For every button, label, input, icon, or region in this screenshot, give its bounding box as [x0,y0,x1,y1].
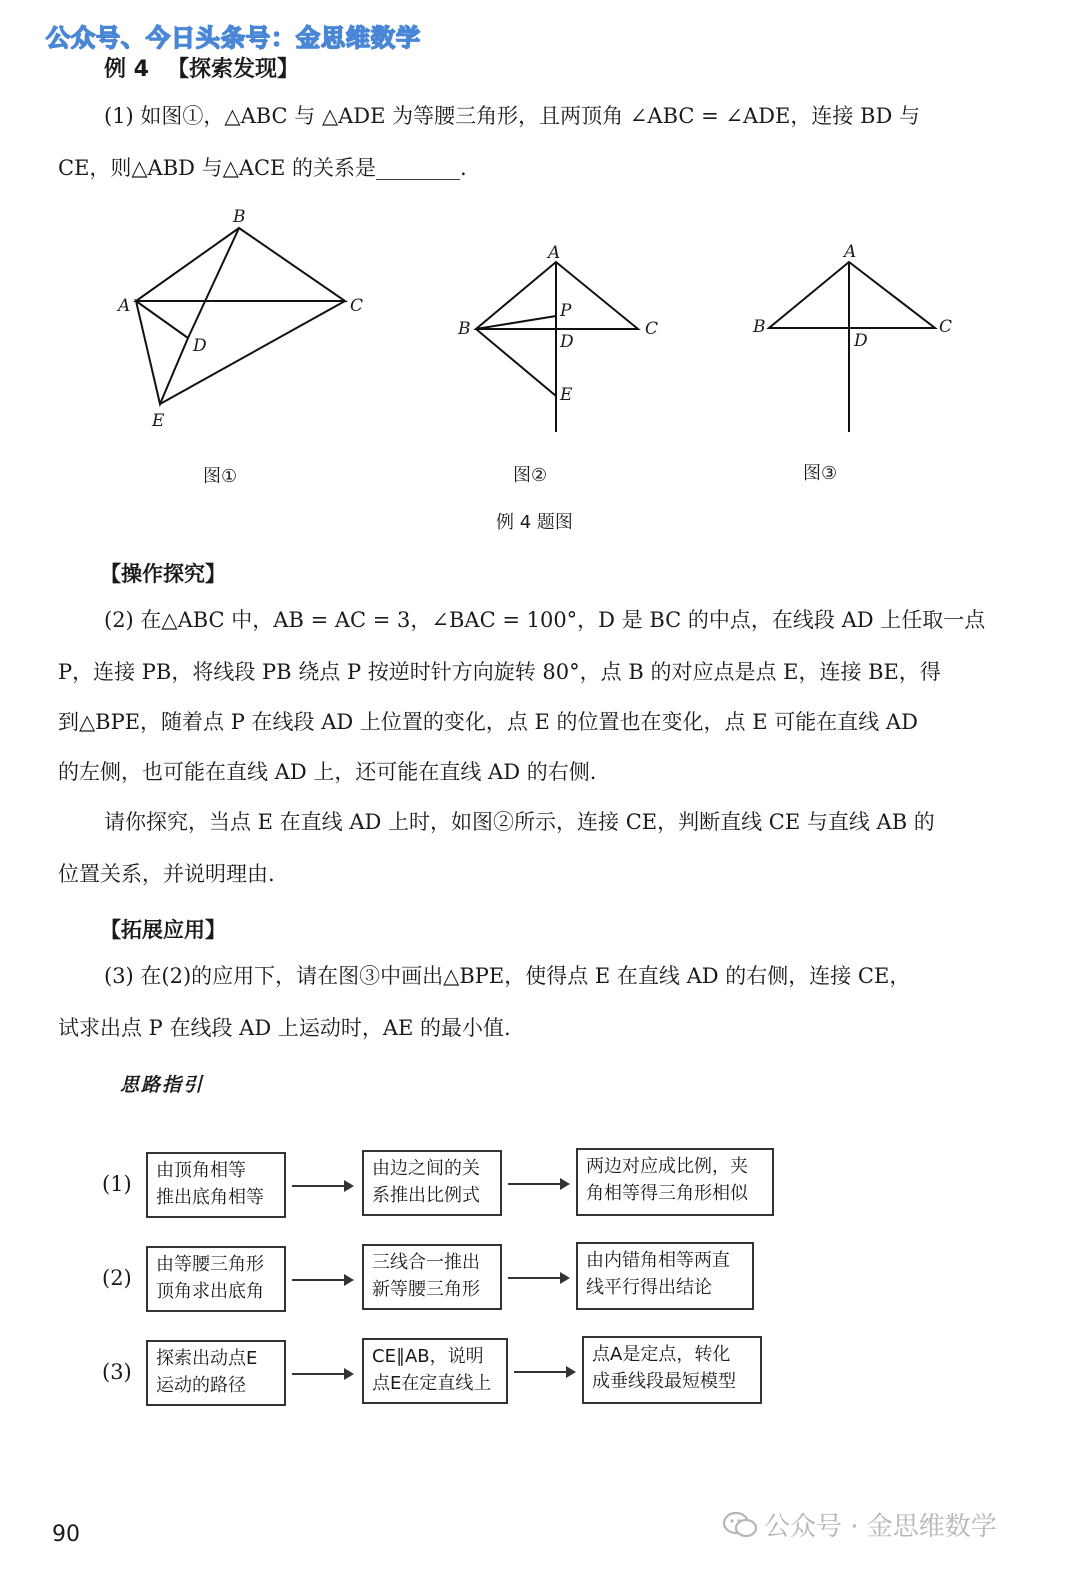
hint-row-3-box-3 [582,1336,762,1404]
fig2-label-p: P [560,301,572,321]
example-number: 例 4 [104,57,149,82]
fig3-label-b: B [753,317,766,337]
fig3-label-d: D [854,331,868,351]
fig2-segment-be [476,329,556,396]
hint-row-1-label: (1) [102,1172,132,1196]
fig2-label-e: E [560,385,573,405]
box-text: 顶角求出底角 [156,1281,264,1302]
arrow-right-icon [508,1183,568,1185]
figure-1 [100,200,400,440]
box-text: 由边之间的关 [372,1158,480,1179]
hint-row-1-box-2 [362,1150,502,1216]
fig1-label-e: E [152,411,165,431]
part1-line1: (1) 如图①，△ABC 与 △ADE 为等腰三角形，且两顶角 ∠ABC = ∠ADE，连接 BD 与 [104,104,920,128]
fig2-label-b: B [458,319,471,339]
fig1-label-b: B [233,207,246,227]
fig1-label-c: C [350,296,364,316]
fig2-label-d: D [560,332,574,352]
footer-watermark-text: 公众号 · 金思维数学 [764,1512,997,1542]
part3-line1: (3) 在(2)的应用下，请在图③中画出△BPE，使得点 E 在直线 AD 的右侧，连接 CE， [104,964,911,988]
hint-row-2-box-1 [146,1246,286,1312]
fig3-label-a: A [844,242,857,262]
fig1-label-d: D [193,336,207,356]
box-text: 由内错角相等两直 [586,1250,730,1271]
box-text: 线平行得出结论 [586,1277,712,1298]
fig1-triangle-ade [136,301,188,404]
box-text: 探索出动点E [156,1348,258,1369]
footer-watermark [722,1506,997,1543]
section-heading-explore: 【探索发现】 [166,57,299,82]
hint-row-3-label: (3) [102,1360,132,1384]
box-text: 由顶角相等 [156,1160,246,1181]
fig1-label-a: A [118,296,131,316]
wechat-icon [722,1511,758,1539]
box-text: 系推出比例式 [372,1185,480,1206]
section-heading-extend: 【拓展应用】 [100,918,226,942]
hints-title: 思路指引 [120,1074,205,1096]
arrow-right-icon [508,1277,568,1279]
box-text: 新等腰三角形 [372,1279,480,1300]
part2-line1: (2) 在△ABC 中，AB = AC = 3，∠BAC = 100°，D 是 BC 的中点，在线段 AD 上任取一点 [104,608,986,632]
fig1-triangle-abc [136,228,345,301]
fig2-label-a: A [548,243,561,263]
fig3-caption: 图③ [803,463,838,484]
header-watermark: 公众号、今日头条号：金思维数学 [46,24,421,52]
part2-line6: 位置关系，并说明理由. [58,862,275,886]
hint-row-1-box-1 [146,1152,286,1218]
hint-row-2-box-2 [362,1244,502,1310]
fig2-caption: 图② [513,465,548,486]
part2-line3: 到△BPE，随着点 P 在线段 AD 上位置的变化，点 E 的位置也在变化，点 E 可能在直线 AD [58,710,918,734]
box-text: 推出底角相等 [156,1187,264,1208]
hint-row-3-box-2 [362,1338,508,1404]
box-text: 角相等得三角形相似 [586,1183,748,1204]
fig1-caption: 图① [203,466,238,487]
hint-row-2-label: (2) [102,1266,132,1290]
hint-row-2-box-3 [576,1242,754,1310]
box-text: 点A是定点，转化 [592,1344,731,1365]
section-heading-operate: 【操作探究】 [100,562,226,586]
part1-line2: CE，则△ABD 与△ACE 的关系是________. [58,156,467,180]
arrow-right-icon [292,1185,352,1187]
box-text: 两边对应成比例，夹 [586,1156,748,1177]
part2-line4: 的左侧，也可能在直线 AD 上，还可能在直线 AD 的右侧. [58,760,597,784]
box-text: 三线合一推出 [372,1252,480,1273]
box-text: 运动的路径 [156,1375,246,1396]
figures-group-caption: 例 4 题图 [496,512,573,533]
box-text: 由等腰三角形 [156,1254,264,1275]
hint-row-1-box-3 [576,1148,774,1216]
part2-line5: 请你探究，当点 E 在直线 AD 上时，如图②所示，连接 CE，判断直线 CE 与直线 AB 的 [104,810,935,834]
part2-line2: P，连接 PB，将线段 PB 绕点 P 按逆时针方向旋转 80°，点 B 的对应点是点 E，连接 BE，得 [58,660,941,684]
example-title [104,52,299,83]
box-text: CE∥AB，说明 [372,1346,484,1367]
box-text: 成垂线段最短模型 [592,1371,736,1392]
fig3-label-c: C [939,317,953,337]
hint-row-3-box-1 [146,1340,286,1406]
arrow-right-icon [514,1371,574,1373]
box-text: 点E在定直线上 [372,1373,492,1394]
arrow-right-icon [292,1373,352,1375]
part3-line2: 试求出点 P 在线段 AD 上运动时，AE 的最小值. [58,1016,511,1040]
page-number: 90 [52,1522,80,1547]
arrow-right-icon [292,1279,352,1281]
fig2-label-c: C [645,319,659,339]
fig1-segment-bd [188,228,239,338]
fig3-triangle-abc [769,262,935,328]
fig1-segment-ce [160,301,345,404]
